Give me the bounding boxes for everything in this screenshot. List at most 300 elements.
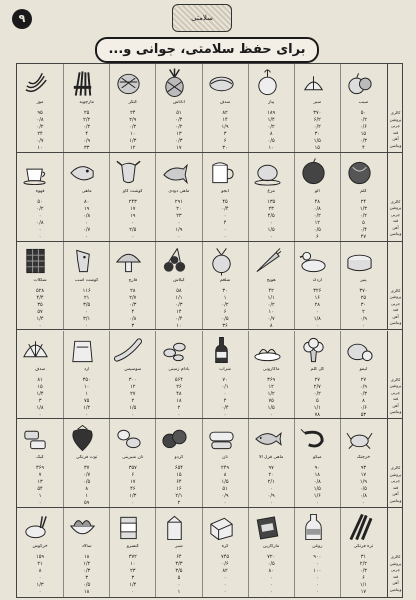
nutrient-value: ۰/۵ [83, 582, 91, 589]
nutrient-value: ۱/۵ [129, 404, 137, 411]
nutrient-value: ۴۲ [268, 287, 274, 294]
nutrient-value: ۰/۵ [83, 479, 91, 486]
cherries-icon [160, 246, 189, 276]
flour-sack-icon [68, 335, 97, 365]
nutrient-value: ۰/۴ [175, 117, 183, 123]
nutrient-value: ۰/۲ [313, 390, 321, 397]
nutrient-value: ۲ [177, 500, 181, 507]
nutrient-values [249, 554, 294, 596]
nutrient-value: ۳۷۰ [359, 287, 368, 294]
nutrient-values [249, 110, 294, 152]
nutrient-value: ۰ [38, 212, 42, 219]
nutrient-values [156, 554, 201, 596]
row-label: ویتامین [389, 586, 402, 592]
nutrient-value: ۵ [315, 397, 319, 404]
row-label: آهن [392, 491, 399, 497]
clam-icon [207, 68, 236, 98]
food-cell [155, 331, 201, 419]
nutrient-value: ۳/۵ [175, 568, 183, 575]
nutrient-value: ۵۰ [360, 110, 367, 116]
row-label: قند [392, 573, 399, 579]
nutrient-values [341, 199, 386, 241]
food-cell [17, 153, 63, 241]
trout-icon [253, 423, 282, 453]
nutrient-values [156, 377, 201, 419]
nutrient-value: ۷ [38, 472, 42, 479]
row-label: پروتئین [389, 471, 402, 477]
nutrient-value: ۵۱ [176, 110, 182, 116]
leeks-icon [345, 512, 374, 542]
row-header [387, 508, 403, 597]
food-cell [155, 242, 201, 330]
nutrient-value: ۱/۳ [359, 205, 367, 212]
nutrient-value: ۰/۲ [36, 124, 44, 130]
nutrient-value: ۰ [131, 411, 135, 418]
nutrient-value: ۷۴۵ [221, 554, 230, 561]
nutrient-value: ۳/۱ [83, 315, 91, 322]
nutrient-value: ۱/۵ [221, 479, 229, 486]
nutrient-values [341, 377, 386, 419]
nutrient-values [295, 288, 340, 330]
food-label: لیمو [359, 366, 368, 372]
row-label: پروتئین [389, 294, 402, 300]
nutrient-value: ۶ [362, 575, 365, 582]
nutrient-value: ۰/۵ [267, 561, 275, 568]
nutrient-values [249, 288, 294, 330]
nutrient-value: ۶ [223, 138, 227, 144]
milk-carton-icon [160, 512, 189, 542]
nutrient-value: ۰/۷ [83, 472, 91, 479]
nutrient-value: ۵۲۸ [36, 287, 45, 294]
food-cell [63, 64, 109, 152]
nutrient-value: ۴/۴ [36, 294, 44, 301]
nutrient-value: ۵۷ [37, 308, 43, 315]
food-label: کیک [36, 455, 44, 461]
food-label: سالاد [81, 544, 92, 550]
nutrient-value: ۰/۷ [36, 138, 44, 144]
nutrient-value: ۵۱ [222, 486, 228, 493]
food-label: آرد [83, 366, 90, 372]
nutrient-value: ۳۲۶ [313, 287, 322, 294]
nutrient-value: ۰ [362, 322, 365, 329]
lemon-icon [345, 335, 374, 365]
food-cell [294, 153, 340, 241]
row-label: قند [392, 396, 399, 401]
nutrient-values [203, 465, 248, 507]
nutrient-value: ۰/۶ [359, 124, 367, 130]
nutrient-value: ۱۰۰ [313, 568, 322, 575]
nutrient-value: ۰/۲ [267, 301, 275, 308]
food-cell [17, 508, 63, 597]
nutrient-value: ۱ [223, 294, 227, 301]
nutrient-value: ۳۰ [314, 131, 320, 137]
nutrient-value: ۱۶ [314, 294, 320, 301]
food-cell [248, 64, 294, 152]
food-cell [202, 153, 248, 241]
nutrient-value: ۰/۵ [221, 315, 229, 322]
nutrient-value: ۲۷ [130, 390, 136, 397]
nutrient-value: ۰/۸ [83, 212, 91, 219]
nutrient-value: ۴ [223, 219, 227, 226]
nutrient-value: ۱/۴ [267, 117, 275, 123]
nutrient-value: ۱۴ [176, 308, 182, 315]
butter-block-icon [207, 512, 236, 542]
nutrient-value: ۱/۹ [359, 479, 367, 486]
nutrient-value: ۸۰ [84, 198, 90, 205]
nutrient-value: ۲۳ [176, 212, 182, 219]
nutrient-value: ۲۳ [268, 205, 274, 212]
nutrient-values [295, 465, 340, 507]
nutrient-value: ۲۵ [360, 294, 367, 301]
nutrient-value: ۳۱ [360, 554, 367, 561]
food-label: میگو [313, 455, 322, 461]
nutrient-value: ۰/۳ [359, 568, 367, 575]
nutrient-values [295, 377, 340, 419]
nutrient-value: ۰ [131, 500, 135, 507]
nutrient-value: ۱ [85, 390, 89, 397]
nutrient-value: ۱ [85, 493, 89, 500]
row-label: پروتئین [389, 116, 402, 122]
nutrient-value: ۵ [177, 575, 181, 582]
nutrient-value: ۴۶ [130, 486, 136, 493]
row-label: ویتامین [389, 497, 402, 503]
nutrient-value: ۲۷ [314, 376, 320, 383]
nutrient-value: ۱۸ [176, 397, 182, 404]
nutrient-value: ۹۷ [268, 465, 274, 472]
nutrient-value: ۲ [362, 308, 365, 315]
nutrient-values [203, 377, 248, 419]
food-label: کره [221, 544, 229, 550]
nutrient-values [203, 199, 248, 241]
nutrient-value: ۹۵ [37, 110, 43, 116]
row-header [387, 153, 403, 241]
walnut-pile-icon [160, 423, 189, 453]
food-cell [109, 508, 155, 597]
nutrient-values [110, 199, 155, 241]
nutrient-value: ۰ [315, 589, 319, 596]
nutrient-value: ۱/۲ [83, 404, 91, 411]
nutrient-value: ۰/۵ [313, 226, 321, 233]
nutrient-value: ۸ [223, 472, 227, 479]
nutrient-value: ۰ [177, 582, 181, 589]
nutrient-value: ۲۳ [130, 568, 136, 575]
nutrient-value: ۰ [223, 390, 227, 397]
nutrient-value: ۲۸ [130, 287, 136, 294]
nutrient-value: ۱۳ [176, 131, 182, 137]
nutrient-value: ۰/۳ [175, 301, 183, 308]
food-label: اردک [312, 277, 323, 283]
nutrient-value: ۰/۸ [359, 493, 367, 500]
food-label: گیلاس [173, 277, 185, 283]
nutrient-value: ۱۷ [360, 589, 367, 596]
nutrient-value: ۰ [315, 308, 319, 315]
tin-can-icon [114, 512, 143, 542]
food-cell [294, 64, 340, 152]
nutrient-value: ۵۸ [176, 287, 182, 294]
nutrient-value: ۰/۸ [313, 205, 321, 212]
food-cell [17, 242, 63, 330]
nutrient-value: ۶ [131, 472, 135, 479]
food-label: هویج [266, 277, 276, 283]
nutrient-value: ۳/۵ [83, 301, 91, 308]
nutrient-value: ۰ [269, 582, 273, 589]
nutrient-value: ۸ [38, 568, 42, 575]
row-header [387, 419, 403, 507]
nutrient-value: ۱۵ [360, 131, 367, 137]
duck-icon [299, 246, 328, 276]
nutrient-value: ۸۰ [268, 568, 274, 575]
nutrient-value: ۱/۳ [36, 582, 44, 589]
nutrient-values [156, 199, 201, 241]
nutrient-value: ۱۲ [314, 219, 320, 226]
nutrient-values [295, 199, 340, 241]
nutrient-value: ۰ [38, 233, 42, 240]
nutrient-values [17, 377, 63, 419]
nutrient-value: ۰ [85, 322, 89, 329]
nutrient-value: ۱۰ [130, 561, 136, 568]
row-label: ویتامین [389, 320, 402, 326]
nutrient-value: ۰/۹ [221, 493, 229, 500]
nutrient-value: ۸ [269, 322, 273, 329]
nutrient-values [249, 377, 294, 419]
nutrient-value: ۱/۱ [267, 294, 275, 301]
nutrient-value: ۲/۹ [129, 117, 137, 123]
food-cell [340, 331, 386, 419]
food-cell [294, 419, 340, 507]
nutrient-value: ۹۳ [360, 465, 367, 472]
food-cell [109, 153, 155, 241]
nutrient-value: ۴ [85, 131, 89, 137]
food-label: گوشت اسب [74, 277, 99, 283]
nutrient-value: ۱/۴ [129, 582, 137, 589]
nutrient-value: ۰ [269, 233, 273, 240]
row-label: ویتامین [389, 231, 402, 237]
nutrient-value: ۰ [177, 411, 181, 418]
food-cell [202, 419, 248, 507]
food-cell [17, 64, 63, 152]
nutrient-values [64, 554, 109, 596]
coffee-cup-icon [21, 157, 50, 187]
nutrient-value: ۳۵۰ [82, 376, 91, 383]
chocolate-bar-icon [21, 246, 50, 276]
food-cell [63, 419, 109, 507]
cheese-wheel-icon [345, 246, 374, 276]
food-label: نان شیرینی [122, 455, 144, 461]
row-label: چربی [390, 389, 401, 395]
spaghetti-plate-icon [253, 335, 282, 365]
nutrient-values [295, 554, 340, 596]
nutrient-value: ۰ [38, 575, 42, 582]
nutrient-value: ۱۵۹ [36, 554, 45, 561]
margarine-pack-icon [253, 512, 282, 542]
nutrient-value: ۵۳ [360, 411, 367, 418]
nutrient-value: ۱۰ [37, 145, 43, 151]
nutrient-value: ۳۰۰ [128, 376, 137, 383]
food-section-2 [17, 153, 402, 242]
food-section-6 [17, 508, 402, 597]
nutrient-value: ۱۱۶ [82, 287, 91, 294]
nutrient-value: ۰/۲ [175, 124, 183, 130]
nutrient-value: ۰ [315, 575, 319, 582]
nutrient-value: ۶ [223, 308, 227, 315]
fish-head-icon [68, 157, 97, 187]
nutrient-value: ۰ [223, 589, 227, 596]
asparagus-icon [68, 68, 97, 98]
food-section-1 [17, 64, 402, 153]
nutrient-value: ۱/۱ [359, 582, 367, 589]
nutrient-value: ۰ [269, 486, 273, 493]
food-section-5 [17, 419, 402, 508]
food-label: شکلات [33, 277, 47, 283]
nutrient-values [17, 554, 63, 596]
nutrient-value: ۰/۲ [267, 124, 275, 130]
nutrient-value: ۴ [223, 397, 227, 404]
nutrient-value: ۲۸ [314, 301, 320, 308]
food-cell [155, 153, 201, 241]
food-cell [109, 242, 155, 330]
food-label: آبجو [221, 188, 229, 194]
nutrient-value: ۶/۲ [313, 117, 321, 123]
fish-fillet-icon [160, 157, 189, 187]
nutrient-values [17, 110, 63, 152]
nutrient-value: ۱۸ [84, 589, 90, 596]
nutrient-value: ۱۴ [222, 117, 228, 123]
food-cell [63, 153, 109, 241]
food-label: شراب [219, 366, 231, 372]
row-label: چربی [390, 123, 401, 128]
row-label: چربی [390, 300, 401, 306]
food-cell [202, 242, 248, 330]
food-label: سوسیس [124, 366, 142, 372]
food-cell [340, 64, 386, 152]
nutrient-value: ۰/۶ [359, 404, 367, 411]
nutrient-value: ۳ [38, 397, 42, 404]
apple-icon [345, 68, 374, 98]
food-cell [109, 64, 155, 152]
food-label: ماهی [81, 188, 92, 194]
nutrient-value: ۱۸۹ [267, 110, 276, 116]
nutrient-value: ۰ [223, 575, 227, 582]
row-label: آهن [392, 224, 399, 230]
nutrient-value: ۳۰ [222, 287, 228, 294]
food-cell [155, 64, 201, 152]
row-label: کالری [390, 554, 401, 560]
nutrient-value: ۱۳۵ [267, 198, 276, 205]
nutrient-value: ۰/۳ [175, 138, 183, 144]
row-label: قند [392, 307, 399, 313]
nutrient-values [64, 110, 109, 152]
nutrient-value: ۰/۴ [359, 226, 367, 233]
food-label: ماکارونی [262, 366, 280, 372]
nutrient-value: ۰ [223, 582, 227, 589]
food-cell [202, 331, 248, 419]
food-label: موز [36, 100, 44, 105]
food-label: کنگر [128, 100, 138, 105]
nutrient-value: ۸۲ [222, 568, 228, 575]
rabbit-icon [21, 512, 50, 542]
nutrient-value: ۲۴۹ [221, 465, 230, 472]
nutrient-value: ۲۵ [84, 110, 90, 116]
nutrient-value: ۱/۲ [267, 390, 275, 397]
nutrient-value: ۷۲۰ [267, 554, 276, 561]
nutrient-value: ۰ [85, 233, 89, 240]
nutrient-value: ۳/۳ [175, 561, 183, 568]
nutrient-value: ۱/۸ [313, 315, 321, 322]
nutrient-values [64, 377, 109, 419]
nutrient-value: ۱/۶ [313, 493, 321, 500]
nutrient-value: ۰/۵ [359, 486, 367, 493]
nutrient-value: ۰ [223, 226, 227, 233]
oil-bottle-icon [299, 512, 328, 542]
plum-icon [299, 157, 328, 187]
row-label: کالری [390, 287, 401, 293]
nutrient-value: ۰ [38, 226, 42, 233]
nutrient-value: ۱۰ [84, 383, 90, 390]
row-header [387, 64, 403, 152]
cabbage-icon [345, 157, 374, 187]
nutrient-value: ۱/۸ [36, 404, 44, 411]
nutrient-value: ۳۷۰ [313, 110, 322, 116]
turnip-icon [207, 246, 236, 276]
food-cell [63, 508, 109, 597]
nutrient-value: ۸۱ [37, 376, 43, 383]
nutrient-value: ۳ [131, 322, 135, 329]
nutrient-value: ۳۷۲ [128, 554, 137, 561]
horse-head-icon [68, 246, 97, 276]
nutrient-value: ۱۷ [130, 479, 136, 486]
banana-bunch-icon [21, 68, 50, 98]
row-label: پروتئین [389, 560, 402, 566]
food-cell [294, 242, 340, 330]
food-cell [340, 508, 386, 597]
nutrient-value: ۲۱ [37, 561, 43, 568]
nutrient-value: ۴۷ [360, 233, 367, 240]
nutrient-value: ۰ [131, 233, 135, 240]
nutrient-value: ۷۵ [268, 397, 274, 404]
onion-icon [253, 68, 282, 98]
nutrient-value: ۱/۹ [175, 226, 183, 233]
nutrient-value: ۰/۶ [221, 561, 229, 568]
nutrient-value: ۰ [269, 411, 273, 418]
food-cell [340, 153, 386, 241]
pineapple-icon [160, 68, 189, 98]
nutrient-value: ۳۵ [37, 301, 43, 308]
food-cell [63, 242, 109, 330]
nutrient-value: ۰/۱ [221, 383, 229, 390]
nutrient-value: ۰/۲ [129, 124, 137, 130]
pastry-icon [114, 423, 143, 453]
nutrient-value: ۱/۵ [267, 226, 275, 233]
nutrient-value: ۱/۴ [36, 390, 44, 397]
row-label: پروتئین [389, 383, 402, 388]
nutrient-value: ۳ [131, 575, 135, 582]
nutrient-value: ۳ [85, 575, 89, 582]
nutrient-value: ۲ [131, 397, 135, 404]
scallop-shell-icon [21, 335, 50, 365]
nutrient-value: ۱۲ [130, 383, 136, 390]
nutrient-value: ۲/۱ [175, 493, 183, 500]
nutrient-value: ۰ [85, 219, 89, 226]
nutrient-value: ۱۶ [176, 486, 182, 493]
nutrient-value: ۰/۴ [175, 315, 183, 322]
nutrient-value: ۲/۱ [267, 479, 275, 486]
nutrient-values [341, 554, 386, 596]
nutrient-values [110, 465, 155, 507]
nutrient-value: ۱/۱ [175, 294, 183, 301]
nutrient-value: ۹۰ [314, 465, 320, 472]
salad-bowl-icon [68, 512, 97, 542]
nutrient-value: ۶۵۴ [174, 465, 183, 472]
